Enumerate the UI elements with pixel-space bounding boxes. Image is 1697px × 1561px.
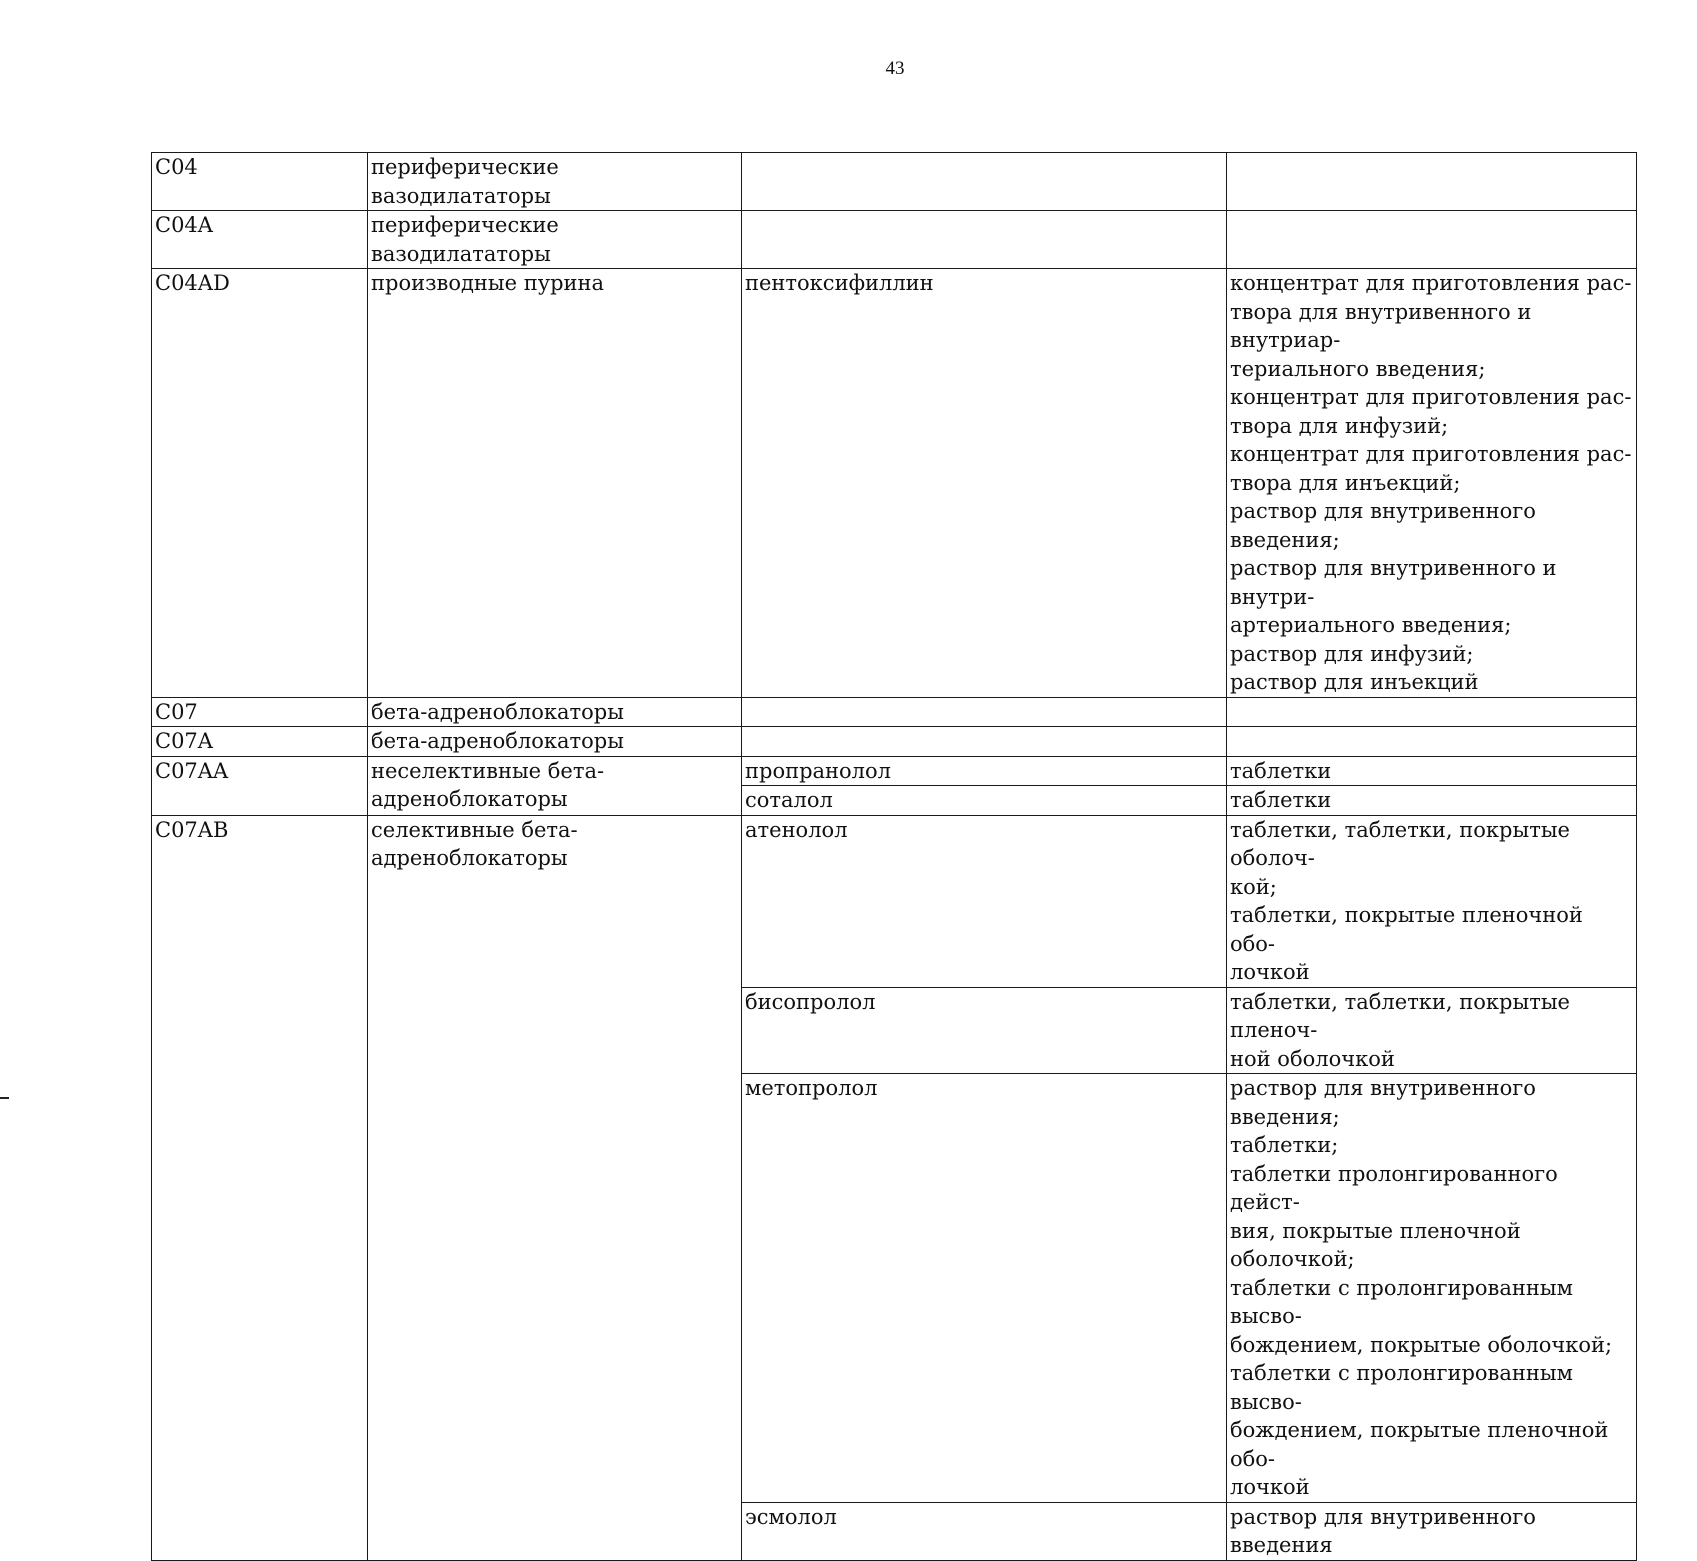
dosage-forms-cell: таблетки, таблетки, покрытые пленоч- ной оболочкой — [1227, 987, 1637, 1074]
dosage-forms-cell — [1227, 211, 1637, 269]
dosage-forms-cell — [1227, 697, 1637, 727]
table-row — [152, 815, 1637, 987]
group-name-cell: производные пурина — [368, 269, 742, 698]
atc-code-cell: C07 — [152, 697, 368, 727]
drug-name-cell — [742, 153, 1227, 211]
drug-name-cell — [742, 211, 1227, 269]
atc-code-cell: C04AD — [152, 269, 368, 698]
table-row — [152, 727, 1637, 757]
dosage-forms-cell — [1227, 727, 1637, 757]
group-name-cell: неселективные бета- адреноблокаторы — [368, 756, 742, 815]
dosage-forms-cell — [1227, 153, 1637, 211]
group-name-cell: периферические вазодилататоры — [368, 153, 742, 211]
scan-margin-mark — [0, 1097, 9, 1099]
drug-name-cell — [742, 697, 1227, 727]
atc-code-cell: C07AA — [152, 756, 368, 815]
group-name-cell: селективные бета- адреноблокаторы — [368, 815, 742, 1560]
atc-code-cell: C04A — [152, 211, 368, 269]
table-row — [152, 269, 1637, 698]
drug-name-cell: метопролол — [742, 1074, 1227, 1503]
dosage-forms-cell: раствор для внутривенного введения; таблетки; таблетки пролонгированного дейст- вия, покрытые пленочной оболочкой; таблетки с пролонгированным высво- бождением, покрытые оболочкой; таблетки с пролонгированным высво- бождением, покрытые пленочной обо- лочкой — [1227, 1074, 1637, 1503]
atc-drug-table — [151, 152, 1637, 1561]
drug-name-cell: атенолол — [742, 815, 1227, 987]
dosage-forms-cell: концентрат для приготовления рас- твора для внутривенного и внутриар- териального введения; концентрат для приготовления рас- твора для инфузий; концентрат для приготовления рас- твора для инъекций; раствор для внутривенного введения; раствор для внутривенного и внутри- артериального введения; раствор для инфузий; раствор для инъекций — [1227, 269, 1637, 698]
table-row — [152, 697, 1637, 727]
drug-name-cell — [742, 727, 1227, 757]
dosage-forms-cell: раствор для внутривенного введения — [1227, 1502, 1637, 1560]
drug-name-cell: пентоксифиллин — [742, 269, 1227, 698]
drug-name-cell: бисопролол — [742, 987, 1227, 1074]
group-name-cell: периферические вазодилататоры — [368, 211, 742, 269]
dosage-forms-cell: таблетки — [1227, 786, 1637, 816]
dosage-forms-cell: таблетки — [1227, 756, 1637, 786]
drug-name-cell: эсмолол — [742, 1502, 1227, 1560]
table-row — [152, 211, 1637, 269]
atc-code-cell: C07A — [152, 727, 368, 757]
drug-name-cell: соталол — [742, 786, 1227, 816]
dosage-forms-cell: таблетки, таблетки, покрытые оболоч- кой; таблетки, покрытые пленочной обо- лочкой — [1227, 815, 1637, 987]
page-number: 43 — [885, 58, 905, 79]
drug-name-cell: пропранолол — [742, 756, 1227, 786]
group-name-cell: бета-адреноблокаторы — [368, 697, 742, 727]
table-row — [152, 153, 1637, 211]
atc-code-cell: C07AB — [152, 815, 368, 1560]
group-name-cell: бета-адреноблокаторы — [368, 727, 742, 757]
atc-code-cell: C04 — [152, 153, 368, 211]
table-row — [152, 756, 1637, 786]
